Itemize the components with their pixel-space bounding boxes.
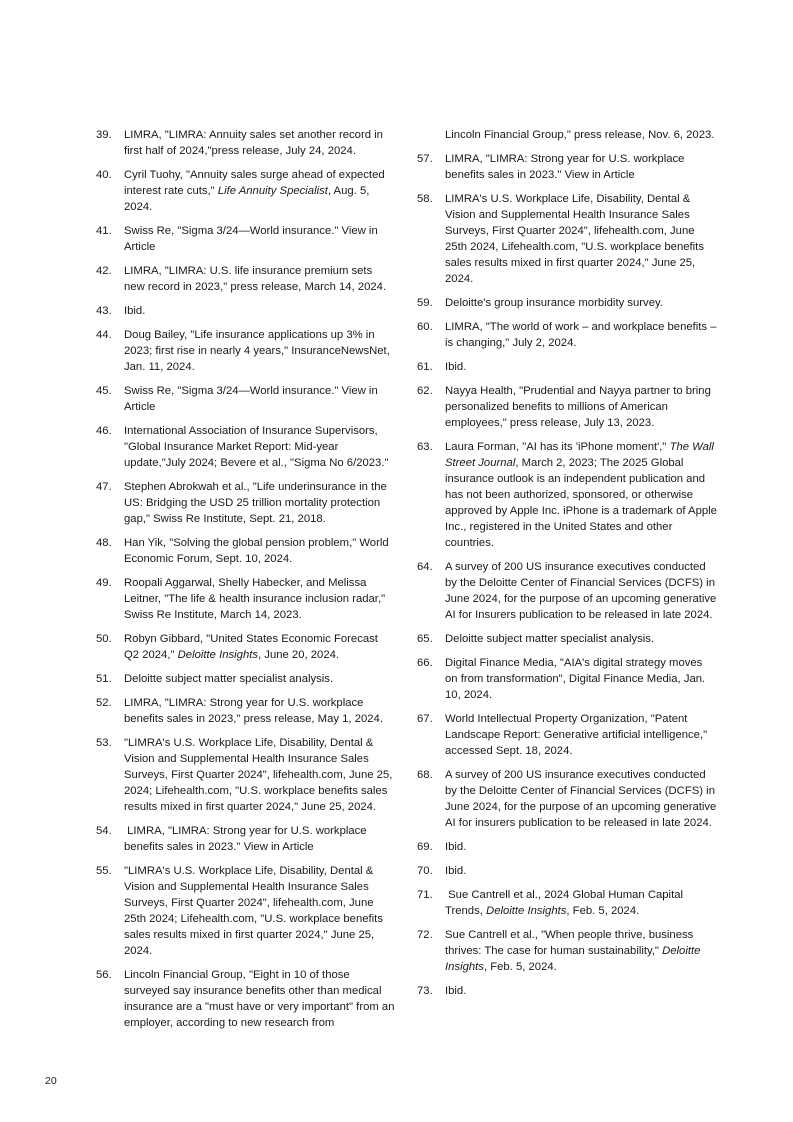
endnote	[96, 327, 396, 375]
citation-text: "LIMRA's U.S. Workplace Life, Disability, Dental & Vision and Supplemental Health Insurance Sales Surveys, First Quarter 2024", lifehealth.com, June 25th 2024; Lifehealth.com, "U.S. workplace benefits sales results mixed in first quarter 2024," June 25, 2024.	[124, 865, 383, 957]
endnote-text	[124, 695, 396, 727]
endnote-text	[445, 383, 717, 431]
endnote-number: 41.	[96, 225, 112, 237]
citation-text: Deloitte's group insurance morbidity survey.	[445, 297, 663, 309]
endnote-text	[124, 327, 396, 375]
endnote-number: 57.	[417, 153, 433, 165]
endnote	[96, 127, 396, 159]
endnote	[417, 927, 717, 975]
endnote	[417, 887, 717, 919]
citation-text: International Association of Insurance Supervisors, "Global Insurance Market Report: Mid-year update,"July 2024; Bevere et al., "Sigma No 6/2023."	[124, 425, 389, 469]
endnote-text	[445, 711, 717, 759]
citation-text: Robyn Gibbard, "United States Economic Forecast Q2 2024,"	[124, 633, 378, 661]
citation-text: , Aug. 5, 2024.	[124, 185, 370, 213]
endnote	[417, 863, 717, 879]
citation-text: A survey of 200 US insurance executives conducted by the Deloitte Center of Financial Services (DCFS) in June 2024, for the purpose of an upcoming generative AI for Insurers publication to be released in late 2024.	[445, 561, 717, 621]
endnote-number: 59.	[417, 297, 433, 309]
endnote-text	[124, 479, 396, 527]
endnote	[417, 631, 717, 647]
citation-text: LIMRA, "LIMRA: Annuity sales set another record in first half of 2024,"press release, July 24, 2024.	[124, 129, 383, 157]
endnote-text	[124, 423, 396, 471]
citation-text: LIMRA, "The world of work – and workplace benefits – is changing," July 2, 2024.	[445, 321, 717, 349]
page-number: 20	[45, 1075, 57, 1087]
endnote-number: 61.	[417, 361, 433, 373]
citation-text: Lincoln Financial Group, "Eight in 10 of those surveyed say insurance benefits other than medical insurance are a "must have or very important" from an employer, according to new research from	[124, 969, 395, 1029]
endnote	[96, 383, 396, 415]
endnote	[417, 295, 717, 311]
endnote	[417, 559, 717, 623]
endnote-number: 73.	[417, 985, 433, 997]
citation-text: , June 20, 2024.	[258, 649, 340, 661]
endnote-number: 44.	[96, 329, 112, 341]
endnote-number: 70.	[417, 865, 433, 877]
endnote-text	[445, 887, 717, 919]
citation-text: Sue Cantrell et al., "When people thrive, business thrives: The case for human sustainability,"	[445, 929, 694, 957]
publication-title: Deloitte Insights	[486, 905, 567, 917]
endnote-number: 42.	[96, 265, 112, 277]
endnote	[96, 479, 396, 527]
endnote-number: 50.	[96, 633, 112, 645]
endnote-number: 64.	[417, 561, 433, 573]
citation-text: Nayya Health, "Prudential and Nayya partner to bring personalized benefits to millions of American employees," press release, July 13, 2023.	[445, 385, 711, 429]
endnote-text	[445, 359, 717, 375]
endnote-text	[445, 927, 717, 975]
endnote-number: 55.	[96, 865, 112, 877]
endnote-number: 58.	[417, 193, 433, 205]
endnote	[417, 711, 717, 759]
endnote-text	[445, 439, 717, 551]
citation-text: Deloitte subject matter specialist analysis.	[124, 673, 334, 685]
endnote-number: 46.	[96, 425, 112, 437]
endnote	[417, 319, 717, 351]
endnote-number: 66.	[417, 657, 433, 669]
endnote-text	[124, 967, 396, 1031]
endnote	[96, 967, 396, 1031]
citation-text: , March 2, 2023; The 2025 Global insurance outlook is an independent publication and has not been authorized, sponsored, or otherwise approved by Apple Inc. iPhone is a trademark of Apple Inc., registered in the United States and other countries.	[445, 457, 717, 549]
publication-title: Deloitte Insights	[177, 649, 259, 661]
publication-title: Deloitte Insights	[445, 945, 701, 973]
endnote-number: 48.	[96, 537, 112, 549]
citation-text: Stephen Abrokwah et al., "Life underinsurance in the US: Bridging the USD 25 trillion mortality protection gap," Swiss Re Institute, Sept. 21, 2018.	[124, 481, 387, 525]
endnote-number: 69.	[417, 841, 433, 853]
citation-text: LIMRA, "LIMRA: Strong year for U.S. workplace benefits sales in 2023." View in Article	[445, 153, 685, 181]
citation-text: Ibid.	[445, 361, 467, 373]
endnote	[96, 535, 396, 567]
endnote-number: 60.	[417, 321, 433, 333]
endnote-number: 67.	[417, 713, 433, 725]
endnote	[96, 863, 396, 959]
endnote	[96, 263, 396, 295]
citation-text: "LIMRA's U.S. Workplace Life, Disability, Dental & Vision and Supplemental Health Insurance Sales Surveys, First Quarter 2024", lifehealth.com, June 25, 2024; Lifehealth.com, "U.S. workplace benefits sales results mixed in first quarter 2024," June 25, 2024.	[124, 737, 393, 813]
citation-text: Swiss Re, "Sigma 3/24—World insurance." View in Article	[124, 225, 378, 253]
publication-title: Life Annuity Specialist	[217, 185, 328, 197]
endnote	[417, 359, 717, 375]
endnote	[96, 671, 396, 687]
endnote-text	[124, 671, 396, 687]
endnote-text	[445, 983, 717, 999]
endnote-text	[124, 263, 396, 295]
endnote-text	[445, 631, 717, 647]
endnote-number: 54.	[96, 825, 112, 837]
endnote-text	[445, 655, 717, 703]
endnote-text	[124, 735, 396, 815]
citation-text: Han Yik, "Solving the global pension problem," World Economic Forum, Sept. 10, 2024.	[124, 537, 389, 565]
citation-text: LIMRA, "LIMRA: U.S. life insurance premium sets new record in 2023," press release, March 14, 2024.	[124, 265, 387, 293]
citation-text: Ibid.	[445, 985, 467, 997]
citation-text: Sue Cantrell et al., 2024 Global Human Capital Trends,	[445, 889, 683, 917]
citation-text: LIMRA, "LIMRA: Strong year for U.S. workplace benefits sales in 2023." View in Article	[124, 825, 367, 853]
citation-text: Swiss Re, "Sigma 3/24—World insurance." View in Article	[124, 385, 378, 413]
endnote-number: 39.	[96, 129, 112, 141]
endnotes-left-column	[96, 127, 396, 1039]
endnote-text	[124, 535, 396, 567]
endnote-number: 51.	[96, 673, 112, 685]
endnote-number: 62.	[417, 385, 433, 397]
citation-text: Ibid.	[445, 865, 467, 877]
endnote-text	[124, 823, 396, 855]
endnote	[417, 383, 717, 431]
endnote	[96, 223, 396, 255]
endnote	[96, 823, 396, 855]
endnote-number: 40.	[96, 169, 112, 181]
endnote-number: 52.	[96, 697, 112, 709]
citation-text: Cyril Tuohy, "Annuity sales surge ahead of expected interest rate cuts,"	[124, 169, 385, 197]
endnote-text	[445, 319, 717, 351]
endnote-text	[124, 575, 396, 623]
endnote	[96, 303, 396, 319]
citation-text: , Feb. 5, 2024.	[566, 905, 640, 917]
endnote-text	[124, 127, 396, 159]
endnote-number: 63.	[417, 441, 433, 453]
endnote-number: 43.	[96, 305, 112, 317]
endnote-text	[445, 295, 717, 311]
citation-text: Ibid.	[445, 841, 467, 853]
publication-title: The Wall Street Journal	[445, 441, 714, 469]
endnote-number: 47.	[96, 481, 112, 493]
endnote	[417, 839, 717, 855]
endnote-text	[445, 191, 717, 287]
endnote-text	[124, 631, 396, 663]
endnote-number: 72.	[417, 929, 433, 941]
endnote-number: 53.	[96, 737, 112, 749]
citation-text: LIMRA, "LIMRA: Strong year for U.S. workplace benefits sales in 2023," press release, May 1, 2024.	[124, 697, 383, 725]
citation-text: World Intellectual Property Organization, "Patent Landscape Report: Generative artificial intelligence," accessed Sept. 18, 2024.	[445, 713, 708, 757]
citation-text: Deloitte subject matter specialist analysis.	[445, 633, 655, 645]
citation-text: Digital Finance Media, "AIA's digital strategy moves on from transformation", Digital Finance Media, Jan. 10, 2024.	[445, 657, 706, 701]
endnote-continuation	[417, 127, 717, 143]
endnote-text	[124, 223, 396, 255]
endnote	[417, 151, 717, 183]
endnote	[417, 767, 717, 831]
citation-text: LIMRA's U.S. Workplace Life, Disability, Dental & Vision and Supplemental Health Insurance Sales Surveys, First Quarter 2024", lifehealth.com, June 25th 2024, Lifehealth.com, "U.S. workplace benefits sales results mixed in first quarter 2024," June 25, 2024.	[445, 193, 704, 285]
endnote	[96, 735, 396, 815]
endnote-text	[445, 559, 717, 623]
endnote	[417, 983, 717, 999]
citation-text: Laura Forman, "AI has its 'iPhone moment',"	[445, 441, 670, 453]
endnote-text	[124, 863, 396, 959]
citation-text: Doug Bailey, "Life insurance applications up 3% in 2023; first rise in nearly 4 years," InsuranceNewsNet, Jan. 11, 2024.	[124, 329, 390, 373]
endnote-text	[445, 839, 717, 855]
endnote-number: 45.	[96, 385, 112, 397]
endnote-number: 71.	[417, 889, 433, 901]
endnote	[96, 695, 396, 727]
endnote	[417, 655, 717, 703]
endnote	[96, 631, 396, 663]
endnote-number: 56.	[96, 969, 112, 981]
endnote-text	[445, 151, 717, 183]
citation-text: , Feb. 5, 2024.	[483, 961, 557, 973]
endnote	[417, 439, 717, 551]
endnotes-right-column	[417, 127, 717, 1007]
endnote-text: Lincoln Financial Group," press release, Nov. 6, 2023.	[445, 129, 715, 141]
endnote-text	[124, 167, 396, 215]
endnote-text	[445, 767, 717, 831]
citation-text: Ibid.	[124, 305, 146, 317]
endnote	[96, 575, 396, 623]
endnote	[96, 167, 396, 215]
endnote-number: 65.	[417, 633, 433, 645]
citation-text: A survey of 200 US insurance executives conducted by the Deloitte Center of Financial Services (DCFS) in June 2024, for the purpose of an upcoming generative AI for insurers publication to be released in late 2024.	[445, 769, 717, 829]
endnote-number: 68.	[417, 769, 433, 781]
citation-text: Roopali Aggarwal, Shelly Habecker, and Melissa Leitner, "The life & health insurance inclusion radar," Swiss Re Institute, March 14, 2023.	[124, 577, 386, 621]
endnote-text	[124, 383, 396, 415]
endnote-text	[445, 863, 717, 879]
endnote-number: 49.	[96, 577, 112, 589]
endnote	[96, 423, 396, 471]
endnote	[417, 191, 717, 287]
endnote-text	[124, 303, 396, 319]
